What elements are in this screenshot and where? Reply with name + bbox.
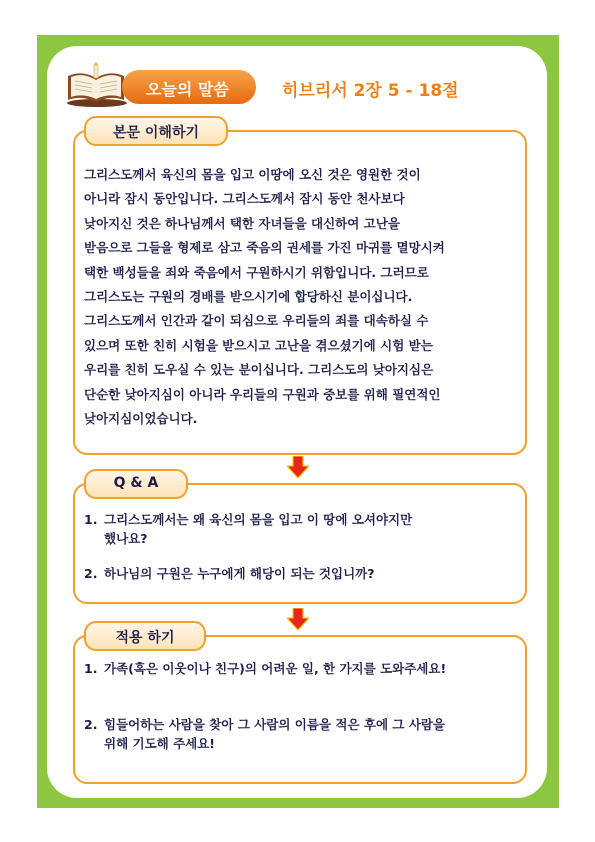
text-understanding-title: 본문 이해하기	[112, 125, 200, 141]
arrow-down-icon	[287, 456, 309, 478]
qa-item-text: 하나님의 구원은 누구에게 해당이 되는 것입니까?	[104, 566, 375, 581]
passage-line: 낮아지신 것은 하나님께서 택한 자녀들을 대신하여 고난을	[84, 215, 400, 231]
passage-paragraph	[84, 163, 524, 431]
passage-line: 단순한 낮아지심이 아니라 우리들의 구원과 중보를 위해 필연적인	[84, 386, 441, 402]
passage-line: 택한 백성들을 죄와 죽음에서 구원하시기 위함입니다. 그러므로	[84, 264, 429, 280]
passage-line: 그리스도는 구원의 경배를 받으시기에 합당하신 분이십니다.	[84, 289, 413, 305]
passage-line: 받음으로 그들을 형제로 삼고 죽음의 권세를 가진 마귀를 멸망시켜	[84, 240, 445, 256]
apply-item	[84, 659, 514, 678]
arrow-down-icon	[287, 608, 309, 630]
qa-list	[84, 510, 514, 583]
passage-line: 그리스도께서 인간과 같이 되심으로 우리들의 죄를 대속하실 수	[84, 313, 429, 329]
apply-item-text: 가족(혹은 이웃이나 친구)의 어려운 일, 한 가지를 도와주세요!	[104, 661, 447, 676]
qa-tag	[84, 469, 188, 499]
apply-list	[84, 659, 514, 753]
text-understanding-tag	[84, 116, 228, 146]
apply-tag	[84, 621, 206, 651]
apply-item-number: 1.	[84, 661, 98, 676]
apply-item-number: 2.	[84, 717, 98, 732]
todays-word-badge	[122, 70, 256, 104]
qa-title: Q & A	[113, 475, 159, 491]
apply-item-text: 힘들어하는 사람을 찾아 그 사람의 이름을 적은 후에 그 사람을	[104, 717, 446, 732]
qa-item-number: 2.	[84, 566, 98, 581]
passage-line: 낮아지심이었습니다.	[84, 411, 198, 427]
apply-item-text-cont: 위해 기도해 주세요!	[104, 736, 216, 751]
passage-line: 우리를 친히 도우실 수 있는 분이십니다. 그리스도의 낮아지심은	[84, 362, 434, 378]
todays-word-label: 오늘의 말씀	[146, 80, 229, 99]
apply-item	[84, 715, 514, 753]
passage-line: 아니라 잠시 동안입니다. 그리스도께서 잠시 동안 천사보다	[84, 191, 405, 207]
apply-title: 적용 하기	[115, 630, 175, 646]
qa-item-number: 1.	[84, 512, 98, 527]
passage-line: 있으며 또한 친히 시험을 받으시고 고난을 겪으셨기에 시험 받는	[84, 337, 433, 353]
scripture-reference: 히브리서 2장 5 - 18절	[282, 81, 459, 101]
qa-item-text: 그리스도께서는 왜 육신의 몸을 입고 이 땅에 오셔야지만	[104, 512, 413, 527]
open-bible-icon	[64, 62, 128, 108]
qa-item	[84, 564, 514, 583]
qa-item-text-cont: 했나요?	[104, 531, 148, 546]
passage-line: 그리스도께서 육신의 몸을 입고 이땅에 오신 것은 영원한 것이	[84, 167, 421, 182]
qa-item	[84, 510, 514, 548]
